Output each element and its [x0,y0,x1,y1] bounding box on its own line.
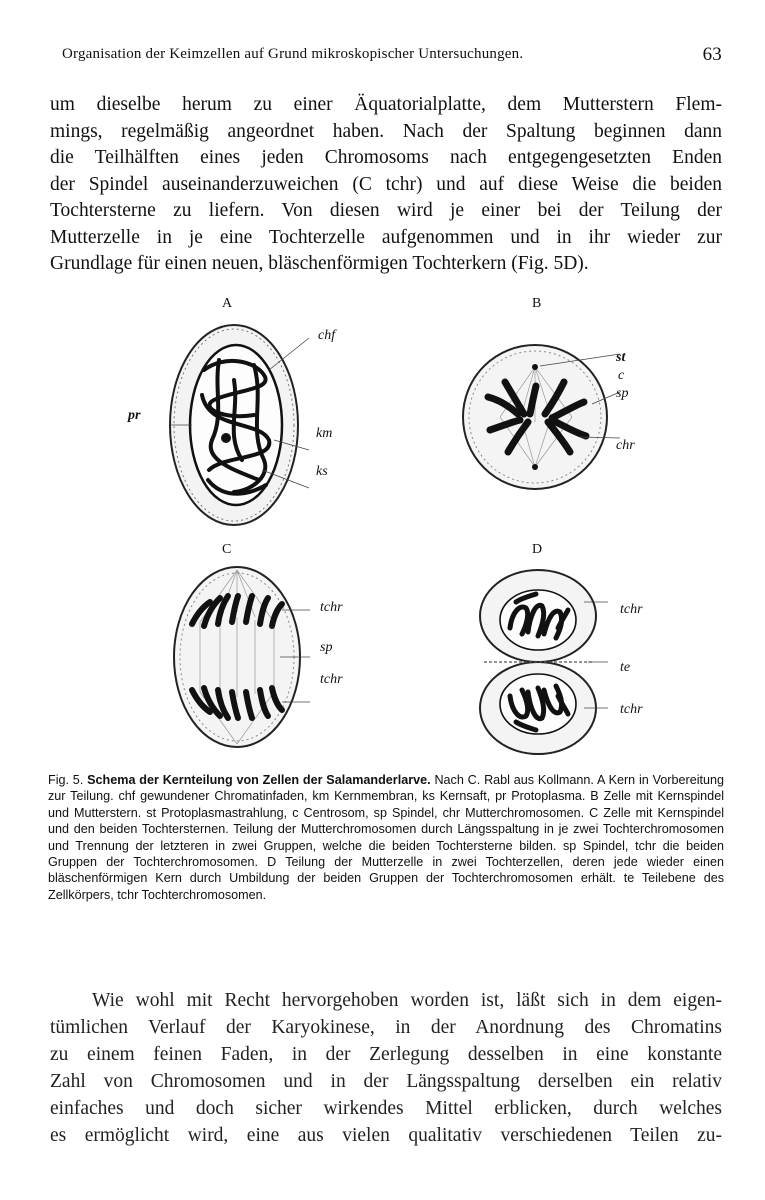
bottom-paragraph [50,987,722,1149]
label-te: te [620,660,631,675]
text-line: Zahl von Chromosomen und in der Längsspaltung derselben ein relativ [50,1071,722,1092]
text-line: Tochtersterne zu liefern. Von diesen wird je einer bei der Teilung der [50,200,722,221]
figure-5 [120,290,680,760]
page-number: 63 [702,44,722,65]
label-chf: chf [318,328,336,343]
text-line: der Spindel auseinanderzuweichen (C tchr) und auf diese Weise die beiden [50,173,722,195]
panel-label-d: D [532,542,543,557]
cell-a-illustration [164,320,304,530]
label-km: km [316,426,333,441]
text-line: einfaches und doch sicher wirkendes Mittel erblicken, durch welches [50,1098,722,1119]
label-tchr-c-top: tchr [320,600,343,615]
panel-label-b: B [532,296,542,311]
label-sp-c: sp [320,640,333,655]
panel-label-a: A [222,296,233,311]
text-line: Mutterzelle in je eine Tochterzelle aufgenommen und in ihr wieder zur [50,226,722,248]
caption-text: Nach C. Rabl aus Kollmann. A Kern in Vorbereitung zur Teilung. chf gewundener Chromatinfaden, km Kernmembran, ks Kernsaft, pr Protoplasma. B Zelle mit Kernspindel und Mutterstern. st Protoplasmastrahlung, c Centrosom, sp Spindel, chr Mutterchromosomen. C Zelle mit Kernspindel und den beiden Tochtersternen. Teilung der Mutterchromosomen durch Längsspaltung in je zwei Tochterchromosomen und Trennung der letzteren in zwei Gruppen, welche die beiden Tochtersterne bilden. sp Spindel, tchr die beiden Gruppen der Tochterchromosomen. D Teilung der Mutterzelle in zwei Tochterzellen, deren jede wieder einen bläschenförmigen Kern durch Umbildung der beiden Gruppen der Tochterchromosomen erhält. te Teilebene des Zellkörpers, tchr Tochterchromosomen. [48,773,725,902]
cell-c-illustration [170,562,305,752]
caption-title: Schema der Kernteilung von Zellen der Salamanderlarve. [87,773,431,787]
text-line: die Teilhälften eines jeden Chromosoms nach entgegengesetzten Enden [50,147,722,168]
text-line: zu einem feinen Faden, in der Zerlegung desselben in eine konstante [50,1044,722,1065]
label-c: c [618,368,625,383]
caption-figure-number: Fig. 5. [48,773,84,787]
running-head [62,44,722,68]
label-tchr-d-bottom: tchr [620,702,643,717]
text-line: tümlichen Verlauf der Karyokinese, in der Anordnung des Chromatins [50,1017,722,1038]
cell-b-illustration [460,342,610,492]
label-tchr-c-bottom: tchr [320,672,343,687]
figure-caption [48,772,724,903]
text-line: um dieselbe herum zu einer Äquatorialplatte, dem Mutterstern Flem- [50,94,722,115]
cell-d-illustration [476,568,601,758]
top-paragraph [50,92,722,278]
panel-label-c: C [222,542,232,557]
label-st: st [616,350,626,365]
label-sp-b: sp [616,386,629,401]
label-tchr-d-top: tchr [620,602,643,617]
running-head-title: Organisation der Keimzellen auf Grund mikroskopischer Untersuchungen. [62,46,524,62]
text-line: es ermöglicht wird, eine aus vielen qualitativ verschiedenen Teilen zu- [50,1125,722,1146]
text-line: Wie wohl mit Recht hervorgehoben worden ist, läßt sich in dem eigen- [92,990,722,1011]
label-pr: pr [128,408,141,423]
label-chr: chr [616,438,635,453]
text-line: Grundlage für einen neuen, bläschenförmigen Tochterkern (Fig. 5D). [50,253,589,274]
text-line: mings, regelmäßig angeordnet haben. Nach der Spaltung beginnen dann [50,120,722,142]
label-ks: ks [316,464,328,479]
